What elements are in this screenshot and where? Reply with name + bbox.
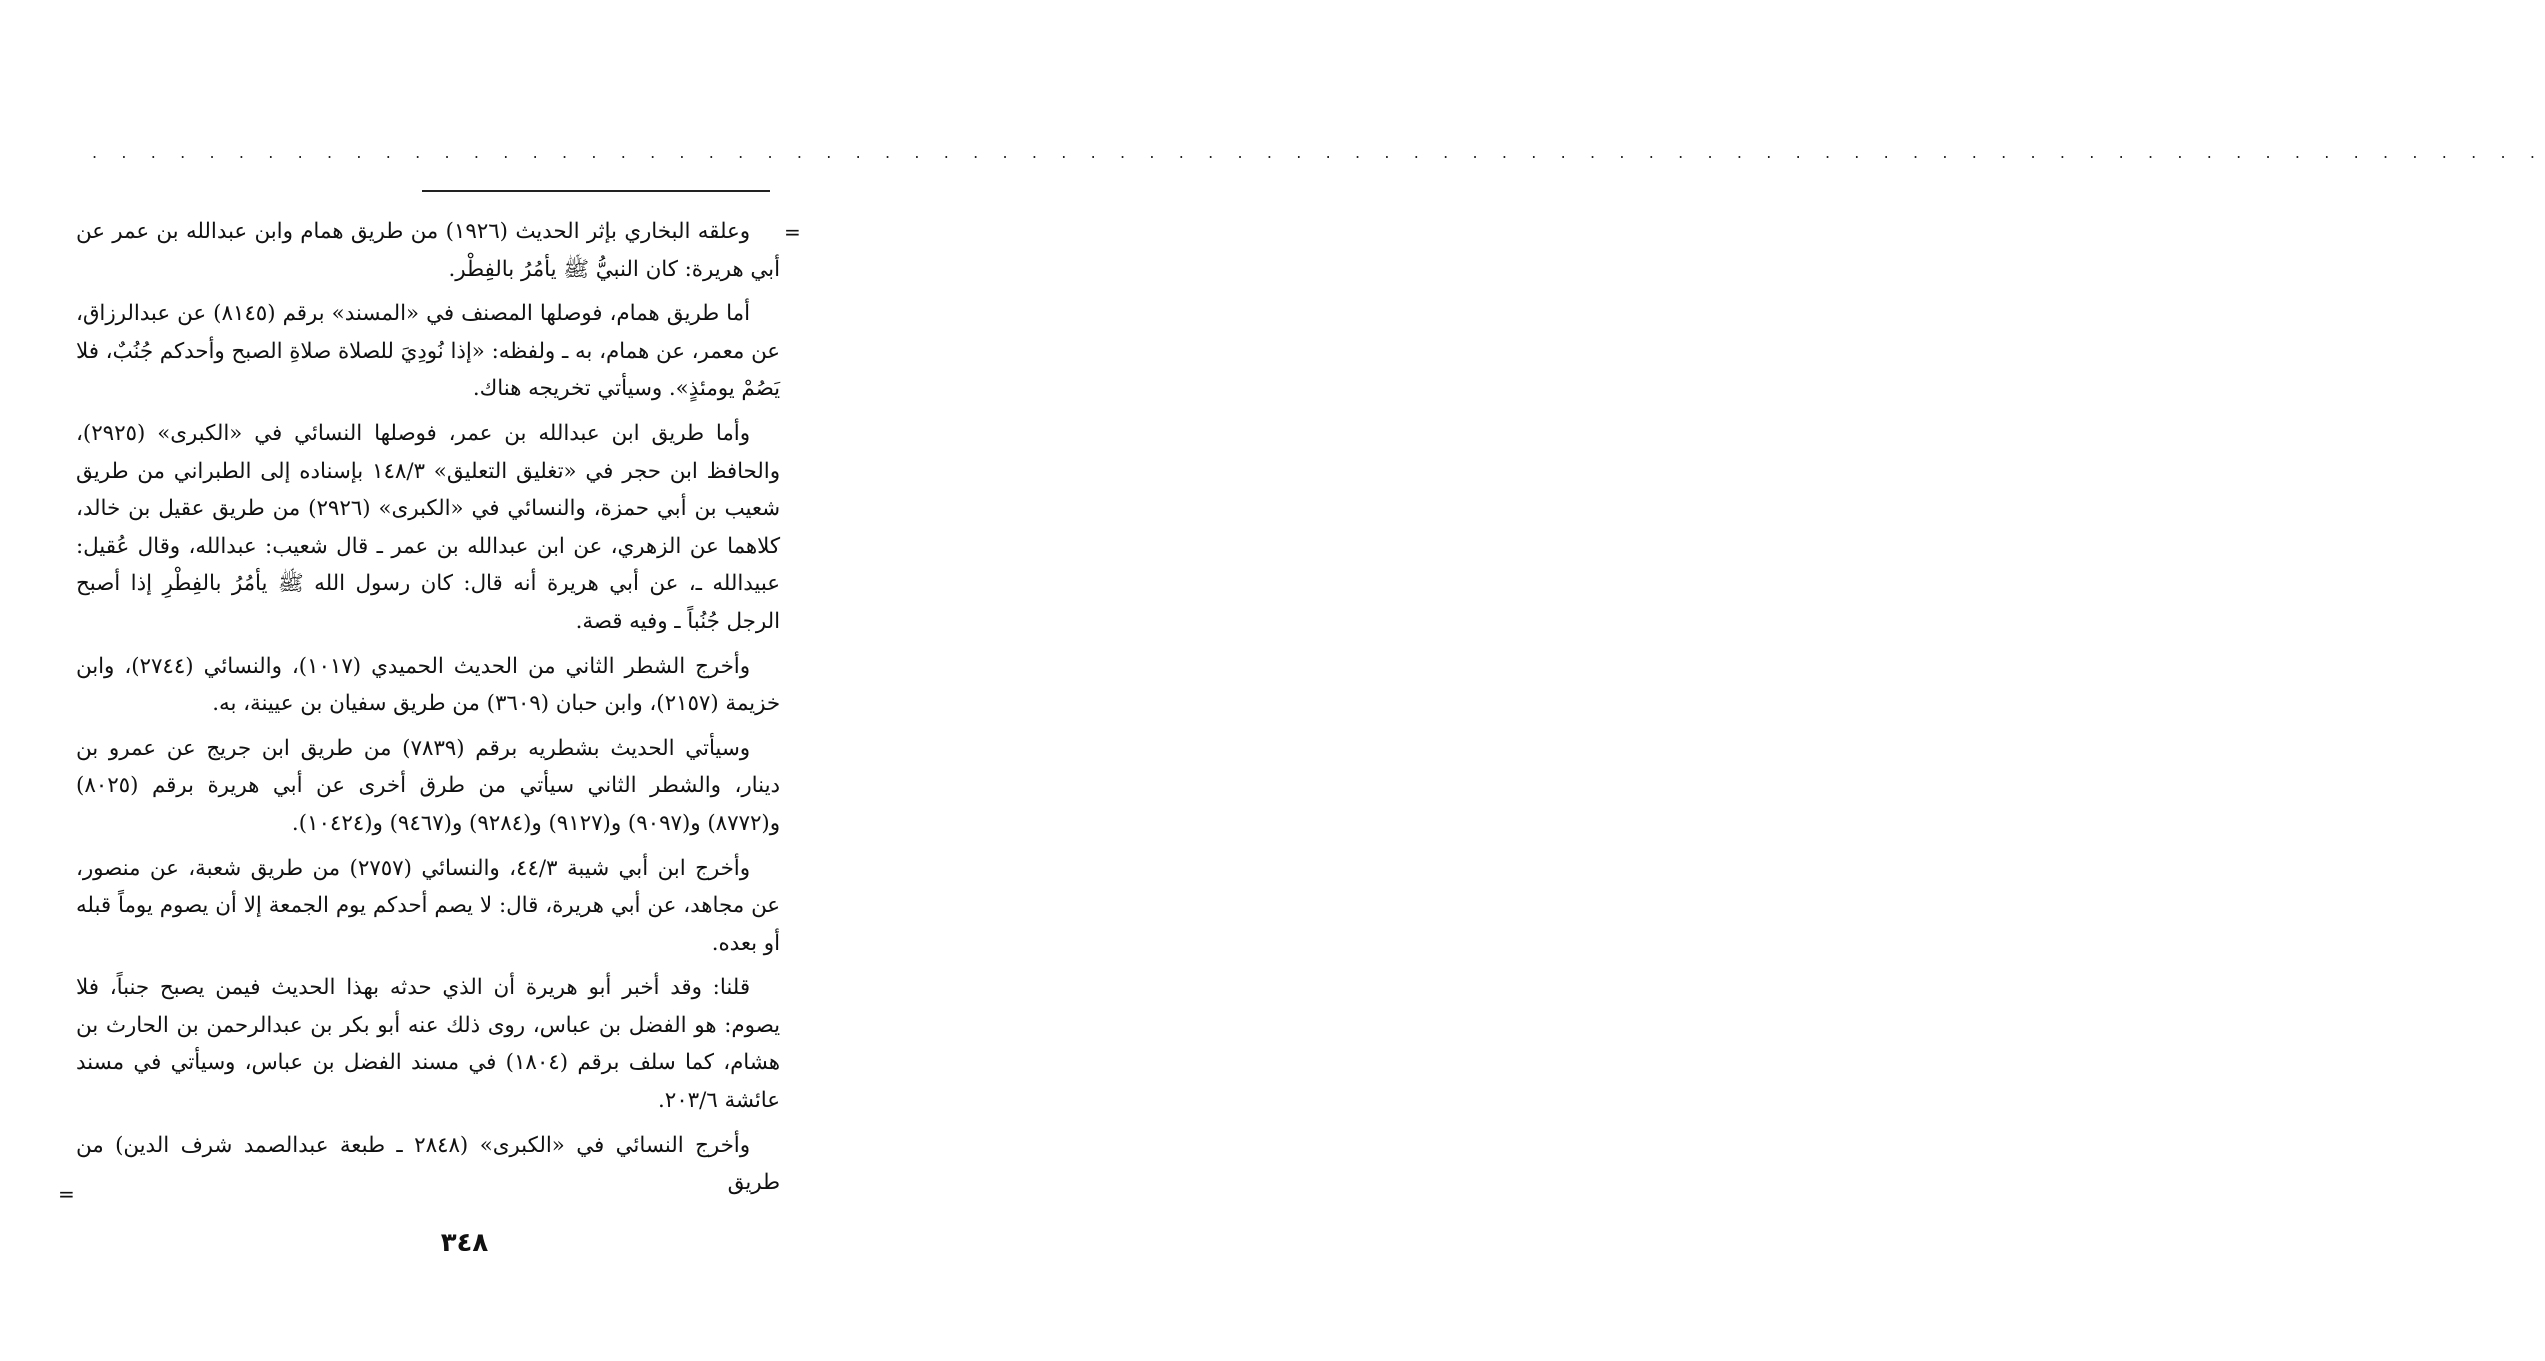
paragraph-1: وعلقه البخاري بإثر الحديث (١٩٢٦) من طريق همام وابن عبدالله بن عمر عن أبي هريرة: كان النبيُّ ﷺ يأمُرُ بالفِطْر.	[76, 219, 780, 282]
paragraph-5: وسيأتي الحديث بشطريه برقم (٧٨٣٩) من طريق ابن جريج عن عمرو بن دينار، والشطر الثاني سيأتي من طرق أخرى عن أبي هريرة برقم (٨٠٢٥) و(٨٧٧٢) و(٩٠٩٧) و(٩١٢٧) و(٩٢٨٤) و(٩٤٦٧) و(١٠٤٢٤).	[76, 735, 780, 836]
paragraph-4: وأخرج الشطر الثاني من الحديث الحميدي (١٠١٧)، والنسائي (٢٧٤٤)، وابن خزيمة (٢١٥٧)، وابن حبان (٣٦٠٩) من طريق سفيان بن عيينة، به.	[76, 653, 780, 717]
paragraph-7: قلنا: وقد أخبر أبو هريرة أن الذي حدثه بهذا الحديث فيمن يصبح جنباً، فلا يصوم: هو الفضل بن عباس، روى ذلك عنه أبو بكر بن عبدالرحمن بن الحارث بن هشام، كما سلف برقم (١٨٠٤) في مسند الفضل بن عباس، وسيأتي في مسند عائشة ٢٠٣/٦.	[76, 975, 781, 1114]
paragraph-3: وأما طريق ابن عبدالله بن عمر، فوصلها النسائي في «الكبرى» (٢٩٢٥)، والحافظ ابن حجر في «تغليق التعليق» ١٤٨/٣ بإسناده إلى الطبراني من طريق شعيب بن أبي حمزة، والنسائي في «الكبرى» (٢٩٢٦) من طريق عقيل بن خالد، كلاهما عن الزهري، عن ابن عبدالله بن عمر ـ قال شعيب: عبدالله، وقال عُقيل: عبيدالله ـ، عن أبي هريرة أنه قال: كان رسول الله ﷺ يأمُرُ بالفِطْرِ إذا أصبح الرجل جُنُباً ـ وفيه قصة.	[76, 420, 780, 634]
continuation-mark-top: =	[784, 220, 801, 244]
continuation-mark-bottom: =	[58, 1182, 75, 1206]
paragraph-2: أما طريق همام، فوصلها المصنف في «المسند» برقم (٨١٤٥) عن عبدالرزاق، عن معمر، عن همام، به ـ ولفظه: «إذا نُودِيَ للصلاة صلاةِ الصبح وأحدكم جُنُبٌ، فلا يَصُمْ يومئذٍ». وسيأتي تخريجه هناك.	[76, 301, 780, 402]
page-number: ٣٤٨	[440, 1228, 489, 1258]
footnote-rule	[422, 190, 770, 192]
paragraph-8: وأخرج النسائي في «الكبرى» (٢٨٤٨ ـ طبعة عبدالصمد شرف الدين) من طريق	[76, 1132, 780, 1196]
separator-dots: . . . . . . . . . . . . . . . . . . . . . . . . . . . . . . . . . . . . . . . . . . . . . . . . . . . . . . . . . . . . . . . . . . . . . . . . . . . . . . . . . . . .	[92, 143, 2545, 162]
footnote-body	[76, 213, 780, 1209]
paragraph-6: وأخرج ابن أبي شيبة ٤٤/٣، والنسائي (٢٧٥٧) من طريق شعبة، عن منصور، عن مجاهد، عن أبي هريرة، قال: لا يصم أحدكم يوم الجمعة إلا أن يصوم يوماً قبله أو بعده.	[76, 855, 780, 956]
